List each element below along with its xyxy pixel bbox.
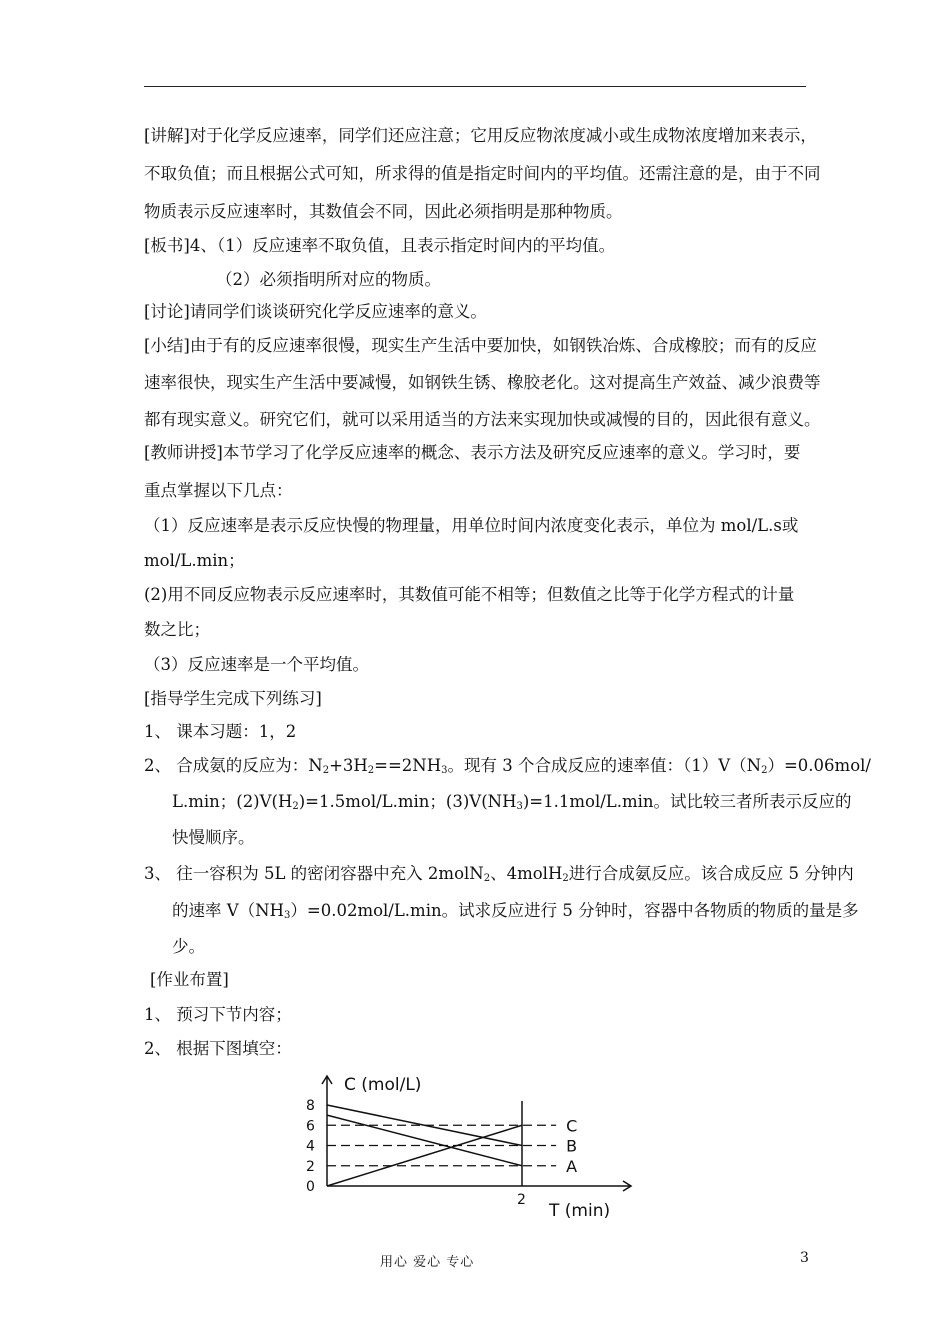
y-tick-label: 8 — [306, 1098, 315, 1114]
series-line — [327, 1115, 522, 1166]
ex3-text-b: 、4molH — [490, 864, 563, 883]
homework-item-2: 2、 根据下图填空： — [144, 1039, 292, 1058]
summary-line-1: [小结]由于有的反应速率很慢，现实生产生活中要加快，如钢铁冶炼、合成橡胶；而有的反应 — [144, 336, 817, 355]
board-line-1: [板书]4、（1）反应速率不取负值，且表示指定时间内的平均值。 — [144, 236, 616, 255]
ex2-l2-text-b: )=1.5mol/L.min；(3)V(NH — [298, 792, 517, 811]
y-tick-label: 6 — [306, 1118, 315, 1135]
ex3-l2-text-b: ）=0.02mol/L.min。试求反应进行 5 分钟时，容器中各物质的物质的量是多 — [290, 901, 859, 920]
guide-line: [指导学生完成下列练习] — [144, 689, 322, 708]
summary-line-2: 速率很快，现实生产生活中要减慢，如钢铁生锈、橡胶老化。这对提高生产效益、减少浪费等 — [144, 373, 821, 392]
point-2-line-2: 数之比； — [144, 620, 210, 639]
homework-item-1: 1、 预习下节内容； — [144, 1005, 292, 1024]
page-number: 3 — [800, 1250, 809, 1266]
point-1-line-1: （1）反应速率是表示反应快慢的物理量，用单位时间内浓度变化表示，单位为 mol/L.s或 — [144, 516, 799, 535]
ex2-text-b: +3H — [329, 756, 368, 775]
subscript: 2 — [367, 765, 375, 776]
ex2-l2-text-c: )=1.1mol/L.min。试比较三者所表示反应的 — [522, 792, 852, 811]
series-label: A — [566, 1156, 578, 1176]
point-1-line-2: mol/L.min； — [144, 551, 245, 570]
y-axis-label: C (mol/L) — [344, 1075, 422, 1095]
footer-motto: 用心 爱心 专心 — [380, 1255, 475, 1270]
exercise-2-line-3: 快慢顺序。 — [172, 828, 255, 847]
exercise-2-line-1 — [144, 756, 871, 781]
ex2-text-c: ==2NH — [374, 756, 442, 775]
teacher-line-1: [教师讲授]本节学习了化学反应速率的概念、表示方法及研究反应速率的意义。学习时，要 — [144, 443, 801, 462]
lecture-line-1: [讲解]对于化学反应速率，同学们还应注意；它用反应物浓度减小或生成物浓度增加来表示， — [144, 126, 817, 145]
subscript: 2 — [292, 801, 299, 812]
subscript: 3 — [516, 801, 523, 812]
concentration-time-chart — [296, 1068, 656, 1228]
ex2-text-e: ）=0.06mol/ — [767, 756, 871, 775]
subscript: 2 — [322, 765, 330, 776]
exercise-3-line-3: 少。 — [172, 937, 205, 956]
point-2-line-1: (2)用不同反应物表示反应速率时，其数值可能不相等；但数值之比等于化学方程式的计量 — [144, 585, 795, 604]
exercise-3-line-2 — [172, 901, 859, 926]
ex3-l2-text-a: 的速率 V（NH — [172, 901, 284, 920]
ex2-text-a: 2、 合成氨的反应为：N — [144, 756, 323, 775]
exercise-1: 1、 课本习题：1，2 — [144, 722, 297, 741]
ex2-l2-text-a: L.min；(2)V(H — [172, 792, 293, 811]
ex2-text-d: 。现有 3 个合成反应的速率值：（1）V（N — [447, 756, 762, 775]
series-label: C — [566, 1116, 578, 1136]
x-tick-label: 2 — [517, 1192, 526, 1208]
subscript: 3 — [284, 910, 291, 921]
y-tick-label: 4 — [306, 1138, 315, 1155]
y-tick-label: 0 — [306, 1179, 315, 1195]
ex3-text-c: 进行合成氨反应。该合成反应 5 分钟内 — [568, 864, 854, 883]
header-rule — [144, 86, 806, 87]
discussion-line: [讨论]请同学们谈谈研究化学反应速率的意义。 — [144, 302, 487, 321]
subscript: 3 — [441, 765, 448, 776]
exercise-2-line-2 — [172, 792, 852, 817]
subscript: 2 — [562, 873, 569, 884]
summary-line-3: 都有现实意义。研究它们，就可以采用适当的方法来实现加快或减慢的目的，因此很有意义。 — [144, 410, 821, 429]
ex3-text-a: 3、 往一容积为 5L 的密闭容器中充入 2molN — [144, 864, 484, 883]
y-tick-label: 2 — [306, 1158, 315, 1175]
x-axis-label: T (min) — [549, 1201, 611, 1221]
homework-heading: [作业布置] — [150, 970, 229, 989]
series-label: B — [566, 1136, 578, 1156]
exercise-3-line-1 — [144, 864, 854, 889]
point-3-line: （3）反应速率是一个平均值。 — [144, 655, 369, 674]
lecture-line-2: 不取负值；而且根据公式可知，所求得的值是指定时间内的平均值。还需注意的是，由于不同 — [144, 164, 821, 183]
lecture-line-3: 物质表示反应速率时，其数值会不同，因此必须指明是那种物质。 — [144, 202, 623, 221]
subscript: 2 — [761, 765, 768, 776]
series-line — [327, 1125, 522, 1186]
teacher-line-2: 重点掌握以下几点： — [144, 481, 293, 500]
board-line-2: （2）必须指明所对应的物质。 — [216, 270, 441, 289]
subscript: 2 — [483, 873, 491, 884]
